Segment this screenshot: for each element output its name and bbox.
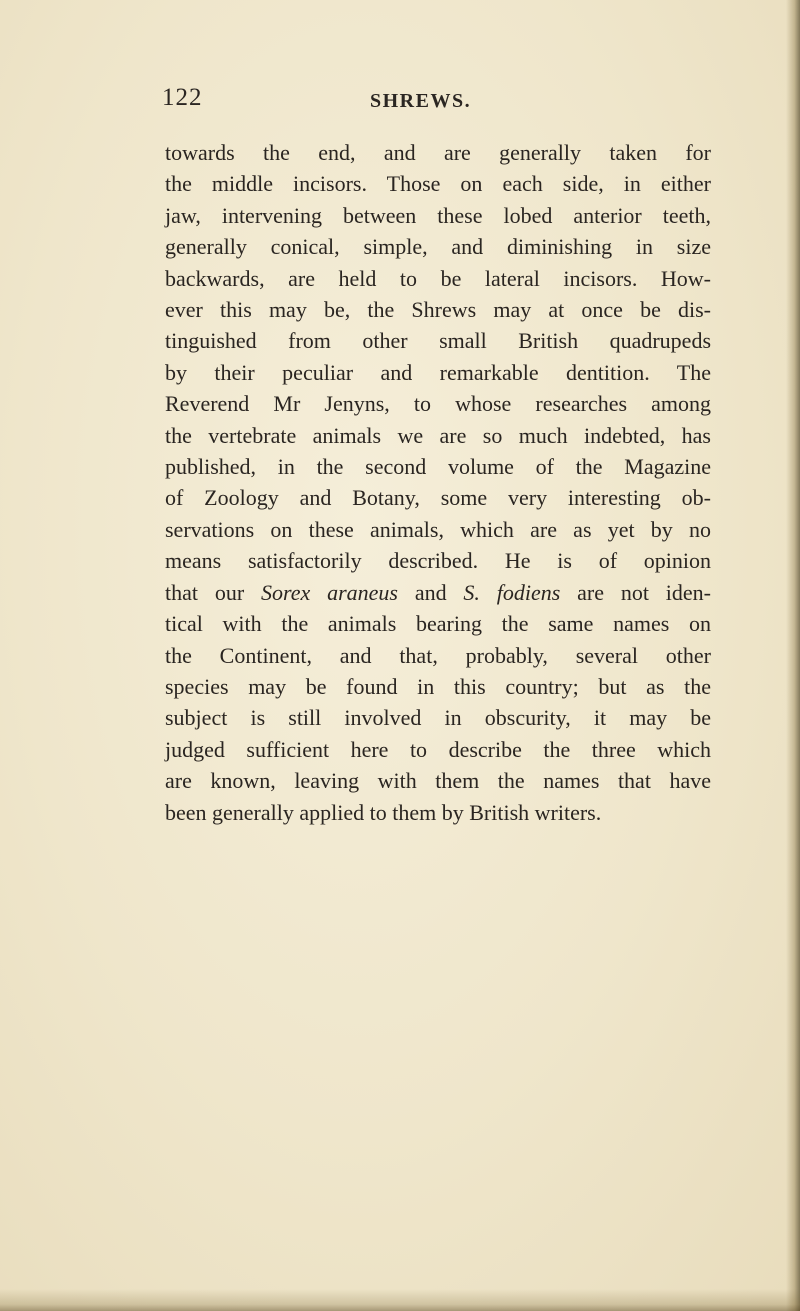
running-head: SHREWS.	[370, 90, 472, 112]
text-line: judged sufficient here to describe the three which	[165, 736, 711, 762]
text-line: Reverend Mr Jenyns, to whose researches among	[165, 391, 711, 417]
text-line: of Zoology and Botany, some very interesting ob-	[165, 485, 711, 511]
page-edge-shadow	[786, 0, 800, 1311]
species-name-italic: Sorex araneus	[260, 579, 398, 605]
text-line: jaw, intervening between these lobed anterior teeth,	[165, 202, 711, 228]
text-line: species may be found in this country; but as the	[165, 673, 711, 699]
page-bottom-shadow	[0, 1289, 800, 1311]
text-line: subject is still involved in obscurity, it may be	[165, 705, 711, 731]
species-name-italic: S. fodiens	[463, 579, 561, 605]
text-line-with-species	[165, 577, 711, 608]
text-line: backwards, are held to be lateral incisors. How-	[165, 265, 711, 291]
text-line: towards the end, and are generally taken for	[165, 140, 711, 165]
text-line: the middle incisors. Those on each side, in either	[165, 171, 711, 197]
text-line: tical with the animals bearing the same names on	[165, 611, 711, 637]
text-line: published, in the second volume of the Magazine	[165, 454, 711, 480]
text-line: tinguished from other small British quadrupeds	[165, 328, 711, 354]
body-paragraph	[165, 137, 711, 828]
text-line: generally conical, simple, and diminishing in size	[165, 234, 711, 260]
text-line: are known, leaving with them the names that have	[165, 768, 711, 794]
text-line: ever this may be, the Shrews may at once be dis-	[165, 297, 711, 323]
text-line: the vertebrate animals we are so much indebted, has	[165, 422, 711, 448]
text-line: servations on these animals, which are as yet by no	[165, 516, 711, 542]
text-line: been generally applied to them by British writers.	[165, 799, 602, 825]
text-line: means satisfactorily described. He is of opinion	[165, 548, 711, 574]
page-number: 122	[162, 84, 203, 111]
text-line: the Continent, and that, probably, several other	[165, 642, 711, 668]
text-fragment: and	[397, 579, 464, 605]
text-fragment: are not iden-	[560, 579, 711, 605]
text-fragment: that our	[165, 579, 261, 605]
text-line: by their peculiar and remarkable dentition. The	[165, 359, 711, 385]
